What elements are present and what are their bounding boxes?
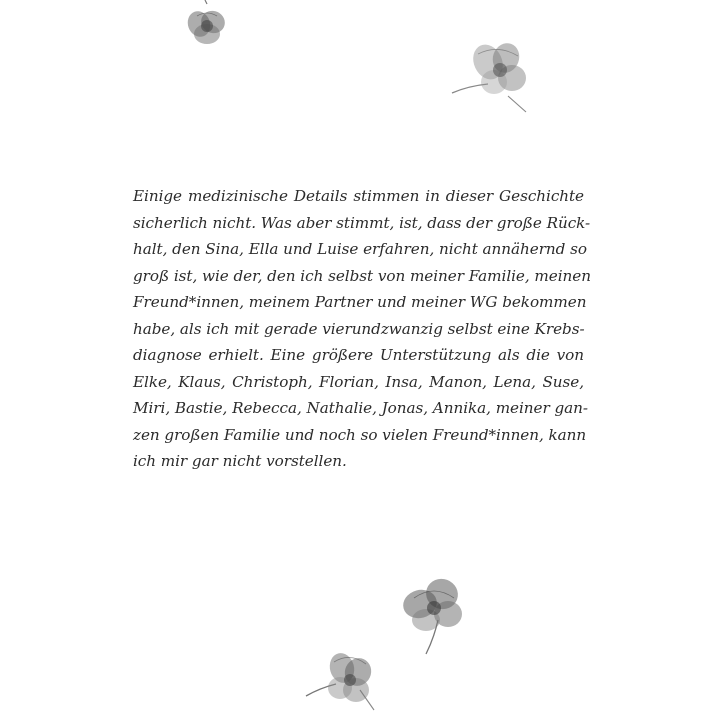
text-line: halt, den Sina, Ella und Luise erfahren, nicht annähernd so (133, 240, 587, 258)
text-line: Einige medizinische Details stimmen in dieser Geschichte (133, 187, 584, 205)
text-line: Miri, Bastie, Rebecca, Nathalie, Jonas, Annika, meiner gan- (133, 399, 588, 417)
text-line: Elke, Klaus, Christoph, Florian, Insa, Manon, Lena, Suse, (133, 372, 584, 391)
text-line: diagnose erhielt. Eine größere Unterstützung als die von (133, 346, 584, 364)
flower-icon (396, 574, 468, 656)
flower-icon (183, 0, 231, 52)
text-line: sicherlich nicht. Was aber stimmt, ist, dass der große Rück- (133, 213, 591, 232)
text-line: ich mir gar nicht vorstellen. (133, 452, 347, 470)
flower-icon (448, 38, 534, 114)
text-line: groß ist, wie der, den ich selbst von meiner Familie, meinen (133, 266, 591, 285)
flower-icon (302, 650, 378, 714)
acknowledgement-paragraph (133, 183, 591, 475)
text-line: zen großen Familie und noch so vielen Freund*innen, kann (133, 425, 587, 444)
text-line: Freund*innen, meinem Partner und meiner WG bekommen (133, 293, 587, 311)
text-line: habe, als ich mit gerade vierundzwanzig selbst eine Krebs- (133, 319, 585, 338)
